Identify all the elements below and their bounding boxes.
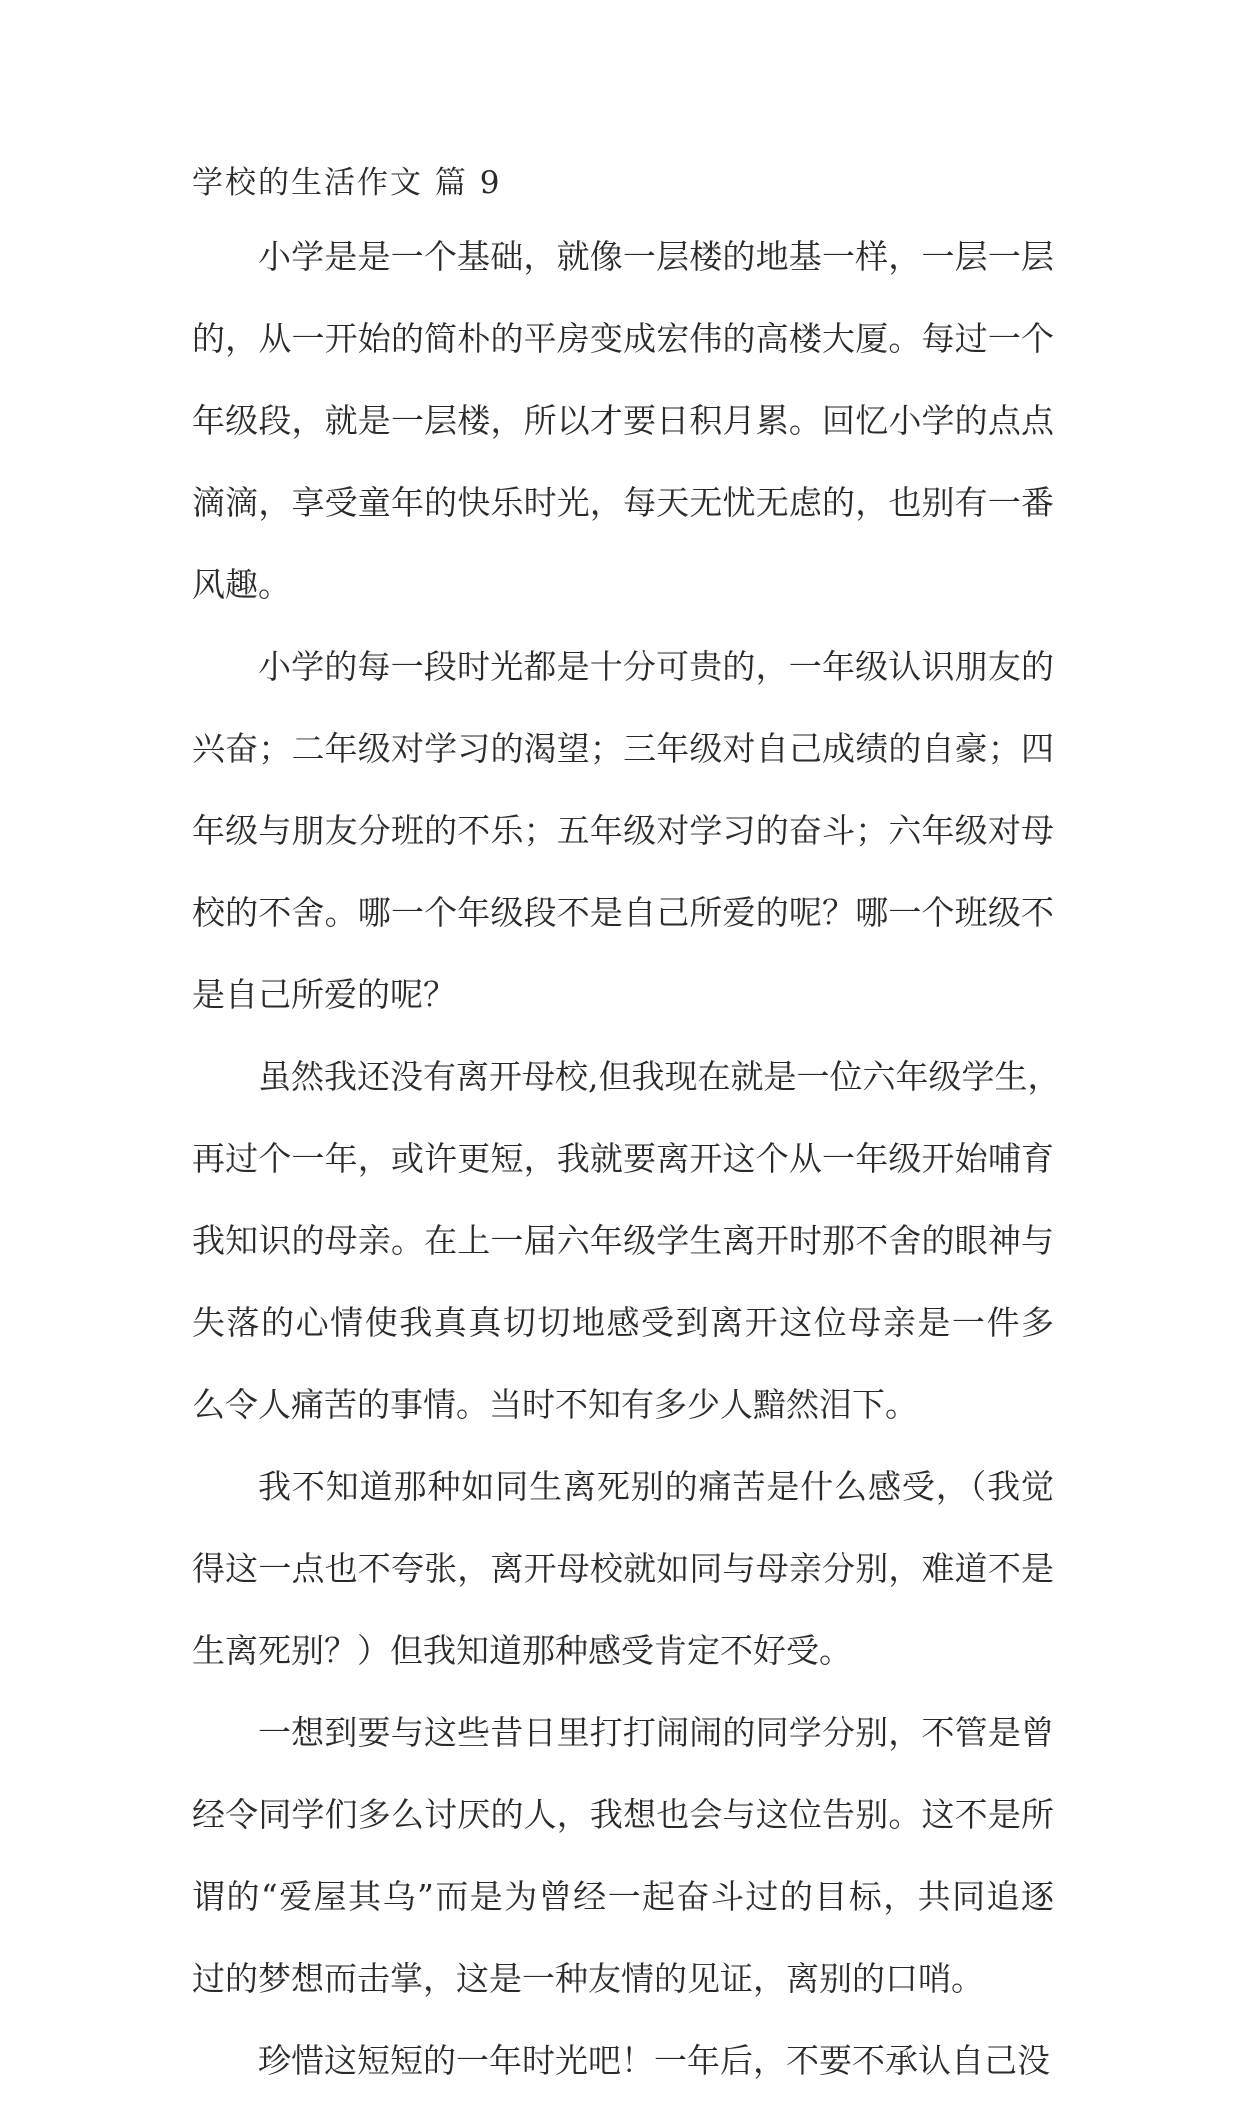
- paragraph-line: 得这一点也不夸张，离开母校就如同与母亲分别，难道不是: [192, 1549, 1054, 1588]
- paragraph-line: 我知识的母亲。在上一届六年级学生离开时那不舍的眼神与: [192, 1221, 1054, 1260]
- paragraph-line: 是自己所爱的呢？: [192, 975, 456, 1014]
- paragraph-line: 一想到要与这些昔日里打打闹闹的同学分别，不管是曾: [258, 1713, 1054, 1752]
- paragraph-line: 虽然我还没有离开母校,但我现在就是一位六年级学生，: [258, 1057, 1061, 1096]
- paragraph: [192, 626, 1054, 1036]
- paragraph: [192, 216, 1054, 626]
- document-body: [192, 216, 1061, 2102]
- paragraph-line: 校的不舍。哪一个年级段不是自己所爱的呢？哪一个班级不: [192, 893, 1054, 932]
- paragraph-line: 我不知道那种如同生离死别的痛苦是什么感受，（我觉: [258, 1467, 1054, 1506]
- paragraph: [192, 1446, 1054, 1692]
- paragraph-line: 失落的心情使我真真切切地感受到离开这位母亲是一件多: [192, 1303, 1054, 1342]
- paragraph-line: 谓的“爱屋其乌”而是为曾经一起奋斗过的目标，共同追逐: [192, 1877, 1054, 1916]
- document-title: 学校的生活作文 篇 9: [192, 165, 502, 201]
- document-page: [192, 160, 1061, 2102]
- paragraph-line: 经令同学们多么讨厌的人，我想也会与这位告别。这不是所: [192, 1795, 1054, 1834]
- paragraph-line: 么令人痛苦的事情。当时不知有多少人黯然泪下。: [192, 1385, 918, 1424]
- paragraph: [192, 1692, 1054, 2020]
- paragraph: [192, 2020, 1054, 2102]
- paragraph-line: 的，从一开始的简朴的平房变成宏伟的高楼大厦。每过一个: [192, 319, 1054, 358]
- paragraph-line: 兴奋；二年级对学习的渴望；三年级对自己成绩的自豪；四: [192, 729, 1054, 768]
- paragraph-line: 年级与朋友分班的不乐；五年级对学习的奋斗；六年级对母: [192, 811, 1054, 850]
- paragraph-line: 珍惜这短短的一年时光吧！一年后，不要不承认自己没: [258, 2041, 1050, 2080]
- paragraph: [192, 1036, 1061, 1446]
- paragraph-line: 过的梦想而击掌，这是一种友情的见证，离别的口哨。: [192, 1959, 984, 1998]
- paragraph-line: 小学的每一段时光都是十分可贵的，一年级认识朋友的: [258, 647, 1054, 686]
- paragraph-line: 年级段，就是一层楼，所以才要日积月累。回忆小学的点点: [192, 401, 1054, 440]
- paragraph-line: 风趣。: [192, 565, 291, 604]
- paragraph-line: 再过个一年，或许更短，我就要离开这个从一年级开始哺育: [192, 1139, 1054, 1178]
- paragraph-line: 小学是是一个基础，就像一层楼的地基一样，一层一层: [258, 237, 1054, 276]
- paragraph-line: 滴滴，享受童年的快乐时光，每天无忧无虑的，也别有一番: [192, 483, 1054, 522]
- paragraph-line: 生离死别？）但我知道那种感受肯定不好受。: [192, 1631, 852, 1670]
